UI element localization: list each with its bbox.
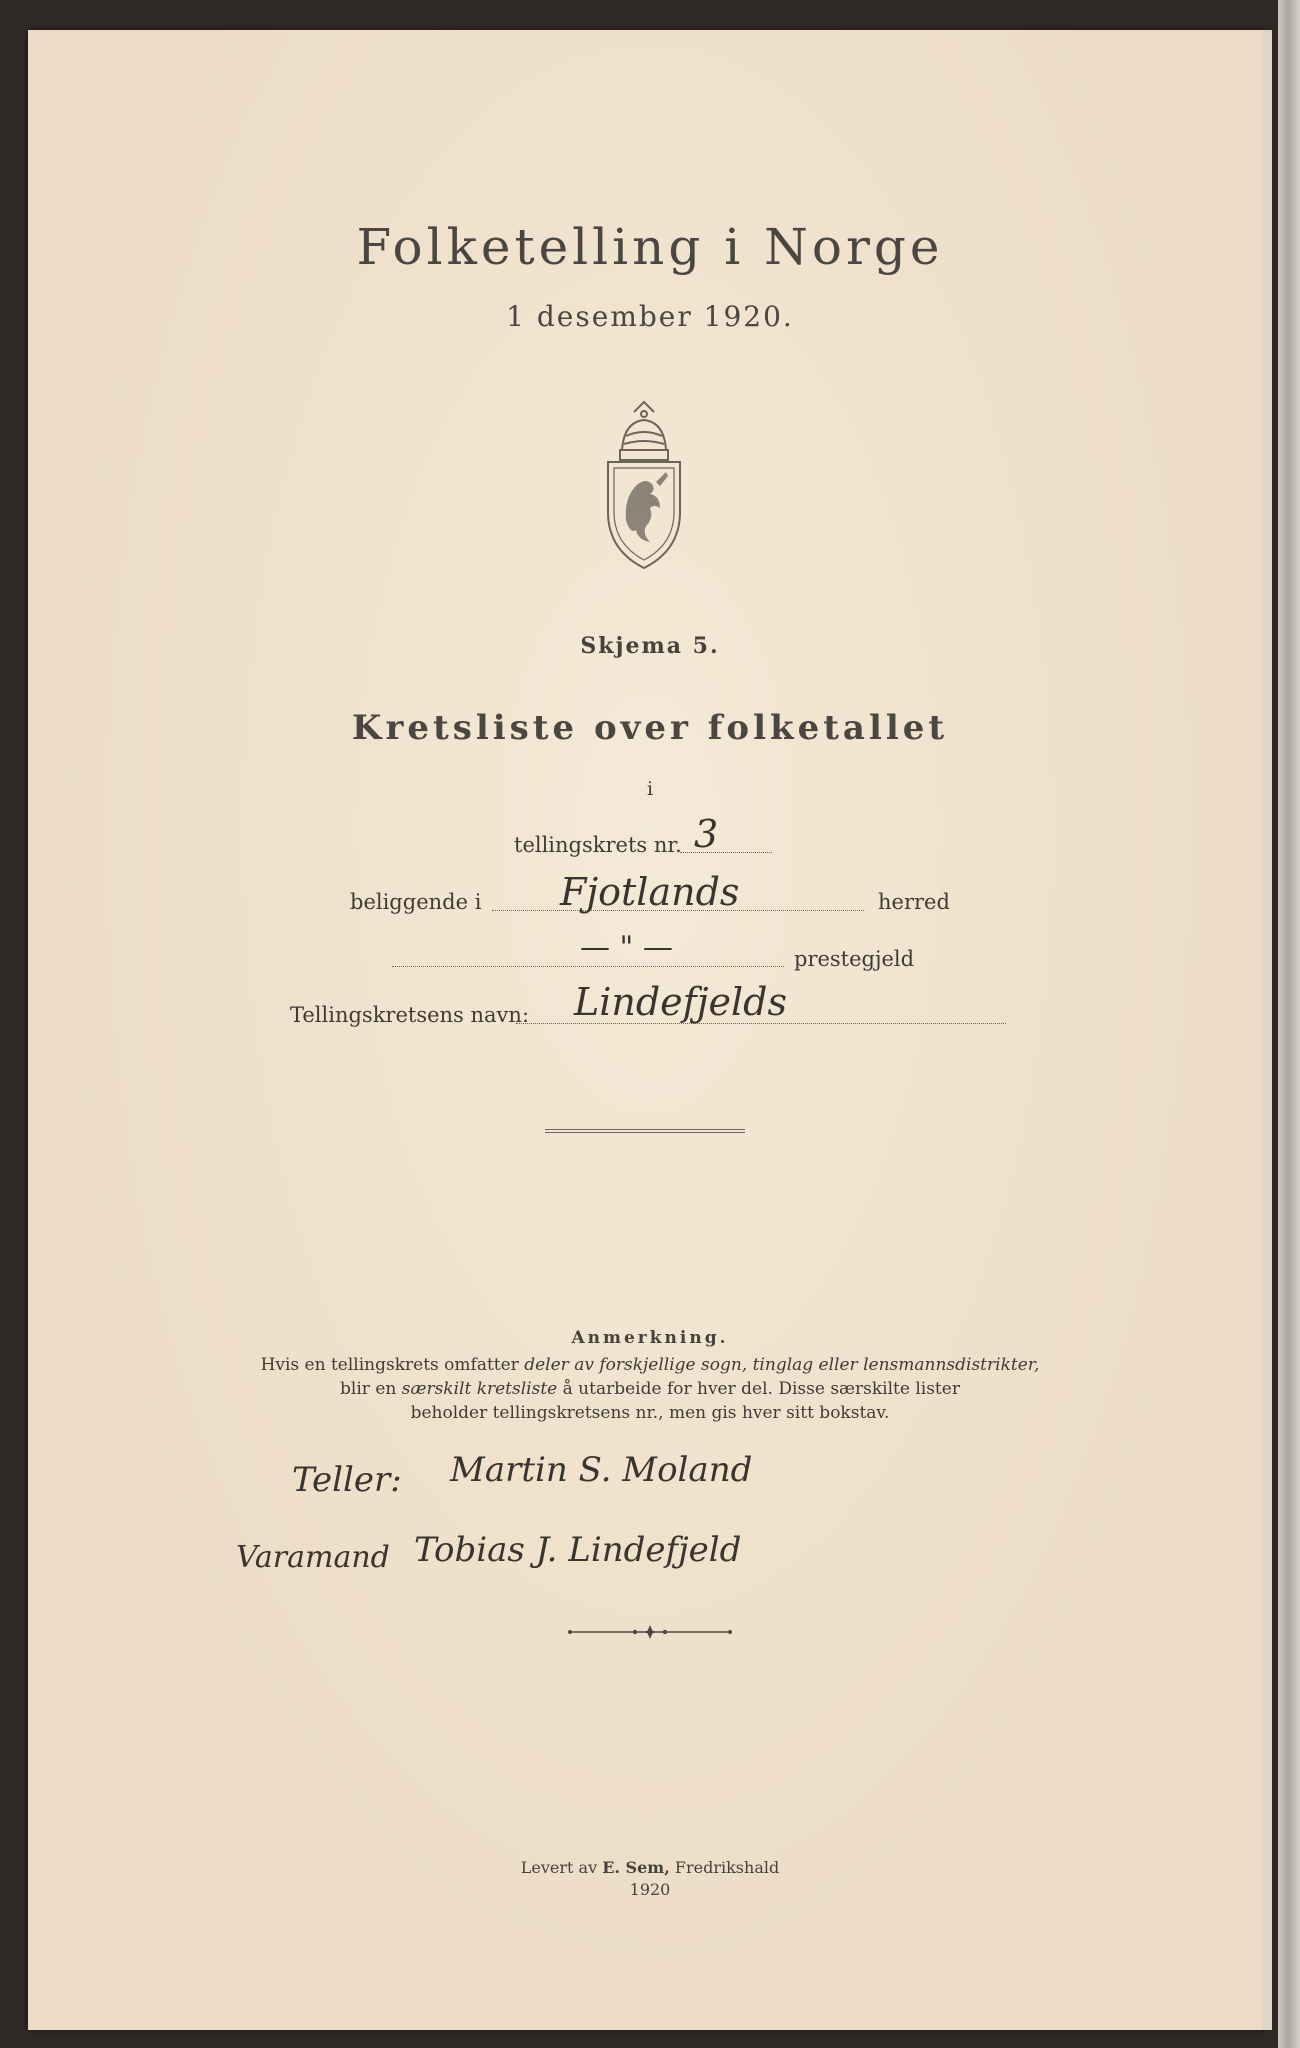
printer-line: Levert av E. Sem, Fredrikshald [520, 1858, 780, 1877]
krets-number-handwritten: 3 [694, 812, 719, 856]
krets-label: tellingskrets nr. [514, 833, 682, 857]
prestegjeld-label: prestegjeld [794, 947, 915, 971]
norwegian-coat-of-arms-icon [594, 400, 694, 570]
note-line-3: beholder tellingskretsens nr., men gis hver sitt bokstav. [410, 1403, 890, 1423]
herred-handwritten: Fjotlands [560, 870, 740, 914]
prestegjeld-handwritten: — " — [580, 930, 673, 965]
decorative-ornament-icon [560, 1622, 740, 1642]
teller-label-handwritten: Teller: [292, 1460, 402, 1500]
form-heading: Kretsliste over folketallet [351, 708, 949, 748]
note-line-1: Hvis en tellingskrets omfatter deler av forskjellige sogn, tinglag eller lensmannsdistrikter, [260, 1355, 1040, 1375]
varamand-name-handwritten: Tobias J. Lindefjeld [414, 1530, 742, 1570]
herred-label: herred [878, 890, 950, 914]
krets-name-label: Tellingskretsens navn: [290, 1003, 530, 1027]
page-title: Folketelling i Norge [356, 218, 944, 276]
note-line-2: blir en særskilt kretsliste å utarbeide for hver del. Disse særskilte lister [340, 1379, 960, 1399]
section-divider [545, 1129, 745, 1133]
prestegjeld-fill-line [392, 966, 784, 967]
census-date: 1 desember 1920. [506, 300, 794, 333]
preposition-i: i [646, 778, 654, 800]
printer-year: 1920 [629, 1880, 671, 1899]
varamand-label-handwritten: Varamand [236, 1540, 390, 1575]
note-title: Anmerkning. [571, 1328, 729, 1348]
krets-name-handwritten: Lindefjelds [574, 980, 787, 1024]
schema-number: Skjema 5. [580, 633, 720, 659]
teller-name-handwritten: Martin S. Moland [450, 1450, 753, 1490]
beliggende-label: beliggende i [350, 890, 482, 914]
